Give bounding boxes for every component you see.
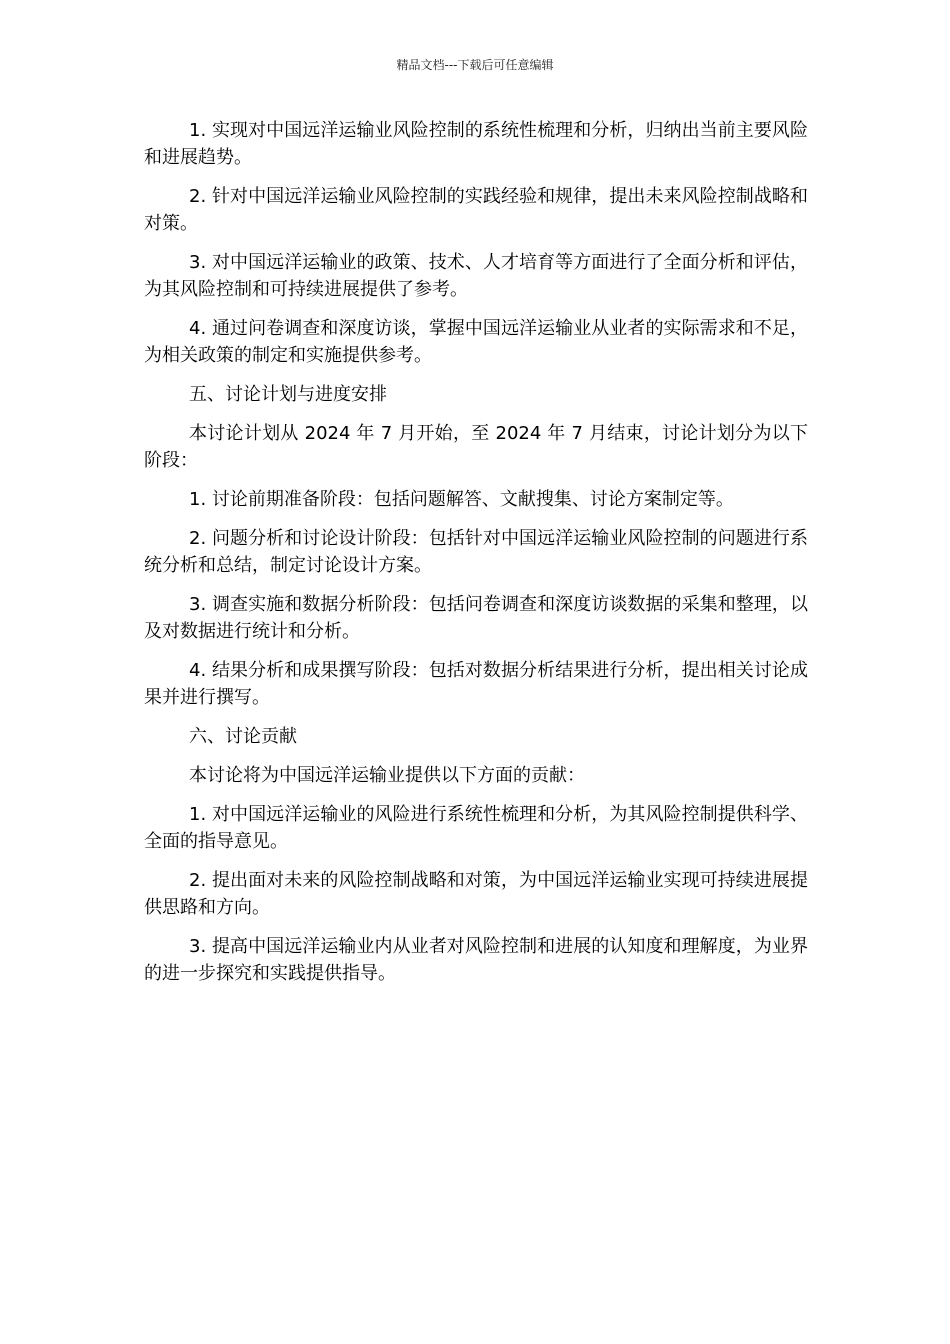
list-item: 3. 提高中国远洋运输业内从业者对风险控制和进展的认知度和理解度，为业界的进一步探究和实践提供指导。: [144, 936, 808, 984]
section-heading: 五、讨论计划与进度安排: [189, 384, 387, 405]
body-paragraph: 本讨论将为中国远洋运输业提供以下方面的贡献：: [189, 765, 585, 786]
list-item: 4. 通过问卷调查和深度访谈，掌握中国远洋运输业从业者的实际需求和不足，为相关政策的制定和实施提供参考。: [144, 318, 808, 366]
section-heading: 六、讨论贡献: [189, 726, 297, 747]
list-item: 1. 实现对中国远洋运输业风险控制的系统性梳理和分析，归纳出当前主要风险和进展趋势。: [144, 120, 808, 168]
list-item: 2. 提出面对未来的风险控制战略和对策，为中国远洋运输业实现可持续进展提供思路和方向。: [144, 870, 808, 918]
list-item: 3. 对中国远洋运输业的政策、技术、人才培育等方面进行了全面分析和评估，为其风险控制和可持续进展提供了参考。: [144, 252, 808, 300]
list-item: 2. 针对中国远洋运输业风险控制的实践经验和规律，提出未来风险控制战略和对策。: [144, 186, 808, 234]
body-paragraph: 本讨论计划从 2024 年 7 月开始，至 2024 年 7 月结束，讨论计划分为以下阶段：: [144, 423, 808, 471]
list-item: 2. 问题分析和讨论设计阶段：包括针对中国远洋运输业风险控制的问题进行系统分析和总结，制定讨论设计方案。: [144, 528, 808, 576]
document-body: [144, 117, 808, 999]
list-item: 3. 调查实施和数据分析阶段：包括问卷调查和深度访谈数据的采集和整理，以及对数据进行统计和分析。: [144, 594, 808, 642]
list-item: 1. 对中国远洋运输业的风险进行系统性梳理和分析，为其风险控制提供科学、全面的指导意见。: [144, 804, 808, 852]
page-header: 精品文档---下载后可任意编辑: [396, 58, 554, 72]
list-item: 1. 讨论前期准备阶段：包括问题解答、文献搜集、讨论方案制定等。: [189, 489, 734, 510]
list-item: 4. 结果分析和成果撰写阶段：包括对数据分析结果进行分析，提出相关讨论成果并进行撰写。: [144, 660, 808, 708]
